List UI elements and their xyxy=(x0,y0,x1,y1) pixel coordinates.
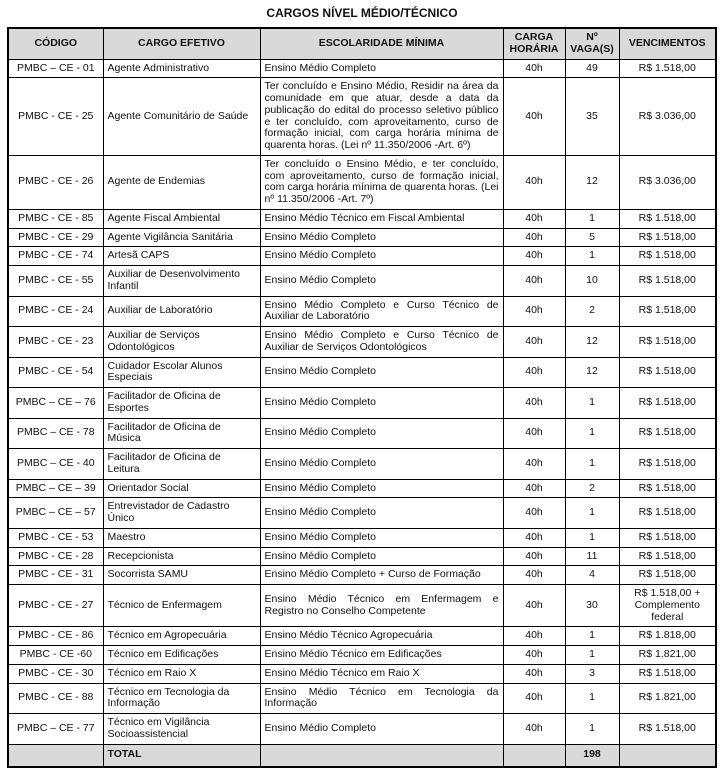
cell-codigo: PMBC - CE - 53 xyxy=(8,528,103,547)
cell-codigo: PMBC – CE - 78 xyxy=(8,418,103,449)
cell-cargo: Entrevistador de Cadastro Único xyxy=(103,498,260,529)
cell-carga: 40h xyxy=(503,296,565,327)
cell-vencimentos: R$ 1.518,00 xyxy=(619,209,716,228)
cell-carga: 40h xyxy=(503,498,565,529)
cell-cargo: Agente de Endemias xyxy=(103,155,260,209)
cell-vagas: 3 xyxy=(565,664,619,683)
cell-escolaridade: Ensino Médio Completo xyxy=(260,528,503,547)
table-row xyxy=(8,327,716,358)
cell-codigo: PMBC - CE - 55 xyxy=(8,266,103,297)
cell-escolaridade: Ensino Médio Completo xyxy=(260,247,503,266)
cell-cargo: Auxiliar de Laboratório xyxy=(103,296,260,327)
cell-carga: 40h xyxy=(503,449,565,480)
table-row xyxy=(8,357,716,388)
table-row xyxy=(8,547,716,566)
cell-codigo: PMBC - CE - 24 xyxy=(8,296,103,327)
cell-vagas: 1 xyxy=(565,683,619,714)
table-row xyxy=(8,59,716,78)
cell-carga: 40h xyxy=(503,646,565,665)
cell-codigo: PMBC - CE - 54 xyxy=(8,357,103,388)
cell-vencimentos: R$ 1.518,00 + Complemento federal xyxy=(619,585,716,627)
cell-escolaridade: Ensino Médio Técnico em Fiscal Ambiental xyxy=(260,209,503,228)
cell-vagas: 1 xyxy=(565,498,619,529)
table-row xyxy=(8,209,716,228)
cell-vagas: 1 xyxy=(565,627,619,646)
table-row xyxy=(8,296,716,327)
cell-escolaridade: Ensino Médio Completo + Curso de Formação xyxy=(260,566,503,585)
cell-escolaridade: Ensino Médio Técnico em Tecnologia da Informação xyxy=(260,683,503,714)
cell-vagas: 1 xyxy=(565,449,619,480)
cell-cargo: Técnico em Raio X xyxy=(103,664,260,683)
cell-vencimentos: R$ 1.518,00 xyxy=(619,59,716,78)
cell-vencimentos: R$ 1.518,00 xyxy=(619,528,716,547)
col-header-cargo: CARGO EFETIVO xyxy=(103,28,260,59)
cell-vencimentos: R$ 1.518,00 xyxy=(619,714,716,745)
cell-codigo: PMBC – CE – 57 xyxy=(8,498,103,529)
col-header-vagas: Nº VAGA(S) xyxy=(565,28,619,59)
cell-vagas: 30 xyxy=(565,585,619,627)
table-row xyxy=(8,664,716,683)
cell-cargo: Orientador Social xyxy=(103,479,260,498)
cell-cargo: Maestro xyxy=(103,528,260,547)
cell-codigo: PMBC - CE - 74 xyxy=(8,247,103,266)
cell-vencimentos: R$ 3.036,00 xyxy=(619,78,716,156)
cell-carga: 40h xyxy=(503,357,565,388)
cell-cargo: Auxiliar de Desenvolvimento Infantil xyxy=(103,266,260,297)
cell-vencimentos: R$ 1.518,00 xyxy=(619,498,716,529)
cell-cargo: Facilitador de Oficina de Esportes xyxy=(103,388,260,419)
table-row xyxy=(8,566,716,585)
cell-escolaridade: Ensino Médio Completo xyxy=(260,714,503,745)
cell-codigo: PMBC - CE - 29 xyxy=(8,228,103,247)
total-cell-codigo xyxy=(8,744,103,767)
cell-carga: 40h xyxy=(503,78,565,156)
cell-codigo: PMBC - CE - 23 xyxy=(8,327,103,358)
cell-escolaridade: Ensino Médio Técnico em Enfermagem e Registro no Conselho Competente xyxy=(260,585,503,627)
cell-codigo: PMBC - CE - 27 xyxy=(8,585,103,627)
cell-cargo: Agente Vigilância Sanitária xyxy=(103,228,260,247)
cell-codigo: PMBC - CE - 86 xyxy=(8,627,103,646)
cell-vagas: 2 xyxy=(565,479,619,498)
table-row xyxy=(8,498,716,529)
cell-vagas: 1 xyxy=(565,209,619,228)
cell-vagas: 1 xyxy=(565,646,619,665)
cell-vencimentos: R$ 1.518,00 xyxy=(619,296,716,327)
cell-codigo: PMBC - CE - 31 xyxy=(8,566,103,585)
cell-vencimentos: R$ 1.518,00 xyxy=(619,266,716,297)
cell-escolaridade: Ensino Médio Completo xyxy=(260,228,503,247)
cell-codigo: PMBC - CE - 88 xyxy=(8,683,103,714)
col-header-vencimentos: VENCIMENTOS xyxy=(619,28,716,59)
cell-cargo: Técnico em Tecnologia da Informação xyxy=(103,683,260,714)
cell-cargo: Auxiliar de Serviços Odontológicos xyxy=(103,327,260,358)
table-body xyxy=(8,59,716,744)
cell-vencimentos: R$ 1.518,00 xyxy=(619,664,716,683)
table-row xyxy=(8,683,716,714)
cell-escolaridade: Ter concluído o Ensino Médio, e ter concluído, com aproveitamento, curso de formação inicial, com carga horária mínima de quarenta horas. (Lei nº 11.350/2006 -Art. 7º) xyxy=(260,155,503,209)
cell-vagas: 12 xyxy=(565,357,619,388)
cell-codigo: PMBC - CE - 30 xyxy=(8,664,103,683)
total-cell-carga xyxy=(503,744,565,767)
cell-vagas: 1 xyxy=(565,714,619,745)
header-row xyxy=(8,28,716,59)
table-row xyxy=(8,585,716,627)
cell-vencimentos: R$ 1.518,00 xyxy=(619,247,716,266)
cell-carga: 40h xyxy=(503,479,565,498)
cell-carga: 40h xyxy=(503,59,565,78)
cell-vencimentos: R$ 1.818,00 xyxy=(619,627,716,646)
cell-escolaridade: Ensino Médio Técnico em Raio X xyxy=(260,664,503,683)
cell-vagas: 1 xyxy=(565,247,619,266)
cell-carga: 40h xyxy=(503,155,565,209)
cell-codigo: PMBC – CE - 77 xyxy=(8,714,103,745)
cell-carga: 40h xyxy=(503,547,565,566)
cell-carga: 40h xyxy=(503,327,565,358)
cell-vagas: 1 xyxy=(565,388,619,419)
cell-carga: 40h xyxy=(503,683,565,714)
total-cell-cargo: TOTAL xyxy=(103,744,260,767)
cell-cargo: Técnico de Enfermagem xyxy=(103,585,260,627)
cell-escolaridade: Ensino Médio Completo xyxy=(260,266,503,297)
cell-escolaridade: Ensino Médio Completo xyxy=(260,498,503,529)
cell-vencimentos: R$ 1.518,00 xyxy=(619,566,716,585)
cell-escolaridade: Ensino Médio Técnico Agropecuária xyxy=(260,627,503,646)
cell-vagas: 1 xyxy=(565,528,619,547)
cell-carga: 40h xyxy=(503,528,565,547)
cell-carga: 40h xyxy=(503,585,565,627)
col-header-escolaridade: ESCOLARIDADE MÍNIMA xyxy=(260,28,503,59)
cell-codigo: PMBC – CE – 76 xyxy=(8,388,103,419)
table-row xyxy=(8,449,716,480)
cell-vagas: 4 xyxy=(565,566,619,585)
cell-vencimentos: R$ 3.036,00 xyxy=(619,155,716,209)
cell-vencimentos: R$ 1.518,00 xyxy=(619,388,716,419)
cell-vencimentos: R$ 1.518,00 xyxy=(619,357,716,388)
total-cell-escolaridade xyxy=(260,744,503,767)
cell-vencimentos: R$ 1.518,00 xyxy=(619,479,716,498)
cell-codigo: PMBC - CE -60 xyxy=(8,646,103,665)
cell-escolaridade: Ensino Médio Completo xyxy=(260,547,503,566)
col-header-codigo: CÓDIGO xyxy=(8,28,103,59)
cell-codigo: PMBC - CE - 26 xyxy=(8,155,103,209)
cell-carga: 40h xyxy=(503,247,565,266)
table-row xyxy=(8,479,716,498)
cell-vagas: 11 xyxy=(565,547,619,566)
cell-codigo: PMBC - CE - 25 xyxy=(8,78,103,156)
table-row xyxy=(8,528,716,547)
cell-vagas: 1 xyxy=(565,418,619,449)
cell-cargo: Técnico em Vigilância Socioassistencial xyxy=(103,714,260,745)
cell-vagas: 10 xyxy=(565,266,619,297)
cell-codigo: PMBC – CE - 40 xyxy=(8,449,103,480)
cell-vencimentos: R$ 1.518,00 xyxy=(619,547,716,566)
cell-cargo: Técnico em Edificações xyxy=(103,646,260,665)
cell-codigo: PMBC - CE - 28 xyxy=(8,547,103,566)
cell-carga: 40h xyxy=(503,566,565,585)
cell-vencimentos: R$ 1.518,00 xyxy=(619,327,716,358)
col-header-carga: CARGA HORÁRIA xyxy=(503,28,565,59)
cell-vencimentos: R$ 1.821,00 xyxy=(619,646,716,665)
cell-escolaridade: Ensino Médio Completo xyxy=(260,479,503,498)
total-cell-vencimentos xyxy=(619,744,716,767)
cell-escolaridade: Ensino Médio Completo xyxy=(260,449,503,480)
cell-cargo: Técnico em Agropecuária xyxy=(103,627,260,646)
cell-escolaridade: Ter concluído e Ensino Médio, Residir na área da comunidade em que atuar, desde a data da publicação do edital do processo seletivo público e ter concluído, com aproveitamento, curso de formação inicial, com carga horária mínima de quarenta horas. (Lei nº 11.350/2006 -Art. 6º) xyxy=(260,78,503,156)
cell-codigo: PMBC - CE - 85 xyxy=(8,209,103,228)
cell-codigo: PMBC – CE - 01 xyxy=(8,59,103,78)
cell-carga: 40h xyxy=(503,714,565,745)
cell-carga: 40h xyxy=(503,627,565,646)
cell-vagas: 2 xyxy=(565,296,619,327)
cell-cargo: Recepcionista xyxy=(103,547,260,566)
cell-cargo: Agente Administrativo xyxy=(103,59,260,78)
cell-cargo: Socorrista SAMU xyxy=(103,566,260,585)
cargos-table xyxy=(7,27,717,768)
table-row xyxy=(8,418,716,449)
cell-escolaridade: Ensino Médio Completo xyxy=(260,59,503,78)
cell-cargo: Facilitador de Oficina de Música xyxy=(103,418,260,449)
cell-carga: 40h xyxy=(503,266,565,297)
total-row xyxy=(8,744,716,767)
cell-cargo: Agente Fiscal Ambiental xyxy=(103,209,260,228)
page-title: CARGOS NÍVEL MÉDIO/TÉCNICO xyxy=(266,6,458,20)
table-row xyxy=(8,266,716,297)
cell-codigo: PMBC – CE – 39 xyxy=(8,479,103,498)
cell-cargo: Agente Comunitário de Saúde xyxy=(103,78,260,156)
cell-carga: 40h xyxy=(503,664,565,683)
table-row xyxy=(8,388,716,419)
cell-vagas: 12 xyxy=(565,327,619,358)
cell-vagas: 5 xyxy=(565,228,619,247)
cell-cargo: Cuidador Escolar Alunos Especiais xyxy=(103,357,260,388)
cell-escolaridade: Ensino Médio Completo xyxy=(260,357,503,388)
cell-vagas: 49 xyxy=(565,59,619,78)
cell-escolaridade: Ensino Médio Completo e Curso Técnico de Auxiliar de Laboratório xyxy=(260,296,503,327)
table-row xyxy=(8,714,716,745)
cell-vencimentos: R$ 1.518,00 xyxy=(619,228,716,247)
cell-vencimentos: R$ 1.518,00 xyxy=(619,449,716,480)
cell-vagas: 35 xyxy=(565,78,619,156)
table-row xyxy=(8,155,716,209)
table-row xyxy=(8,646,716,665)
cell-carga: 40h xyxy=(503,228,565,247)
cell-vencimentos: R$ 1.821,00 xyxy=(619,683,716,714)
table-row xyxy=(8,627,716,646)
cell-carga: 40h xyxy=(503,388,565,419)
total-cell-vagas: 198 xyxy=(565,744,619,767)
table-row xyxy=(8,228,716,247)
cell-vagas: 12 xyxy=(565,155,619,209)
cell-cargo: Artesã CAPS xyxy=(103,247,260,266)
cell-escolaridade: Ensino Médio Técnico em Edificações xyxy=(260,646,503,665)
cell-escolaridade: Ensino Médio Completo xyxy=(260,418,503,449)
cell-escolaridade: Ensino Médio Completo e Curso Técnico de Auxiliar de Serviços Odontológicos xyxy=(260,327,503,358)
table-row xyxy=(8,247,716,266)
table-row xyxy=(8,78,716,156)
cell-carga: 40h xyxy=(503,209,565,228)
cell-carga: 40h xyxy=(503,418,565,449)
cell-escolaridade: Ensino Médio Completo xyxy=(260,388,503,419)
cell-vencimentos: R$ 1.518,00 xyxy=(619,418,716,449)
cell-cargo: Facilitador de Oficina de Leitura xyxy=(103,449,260,480)
